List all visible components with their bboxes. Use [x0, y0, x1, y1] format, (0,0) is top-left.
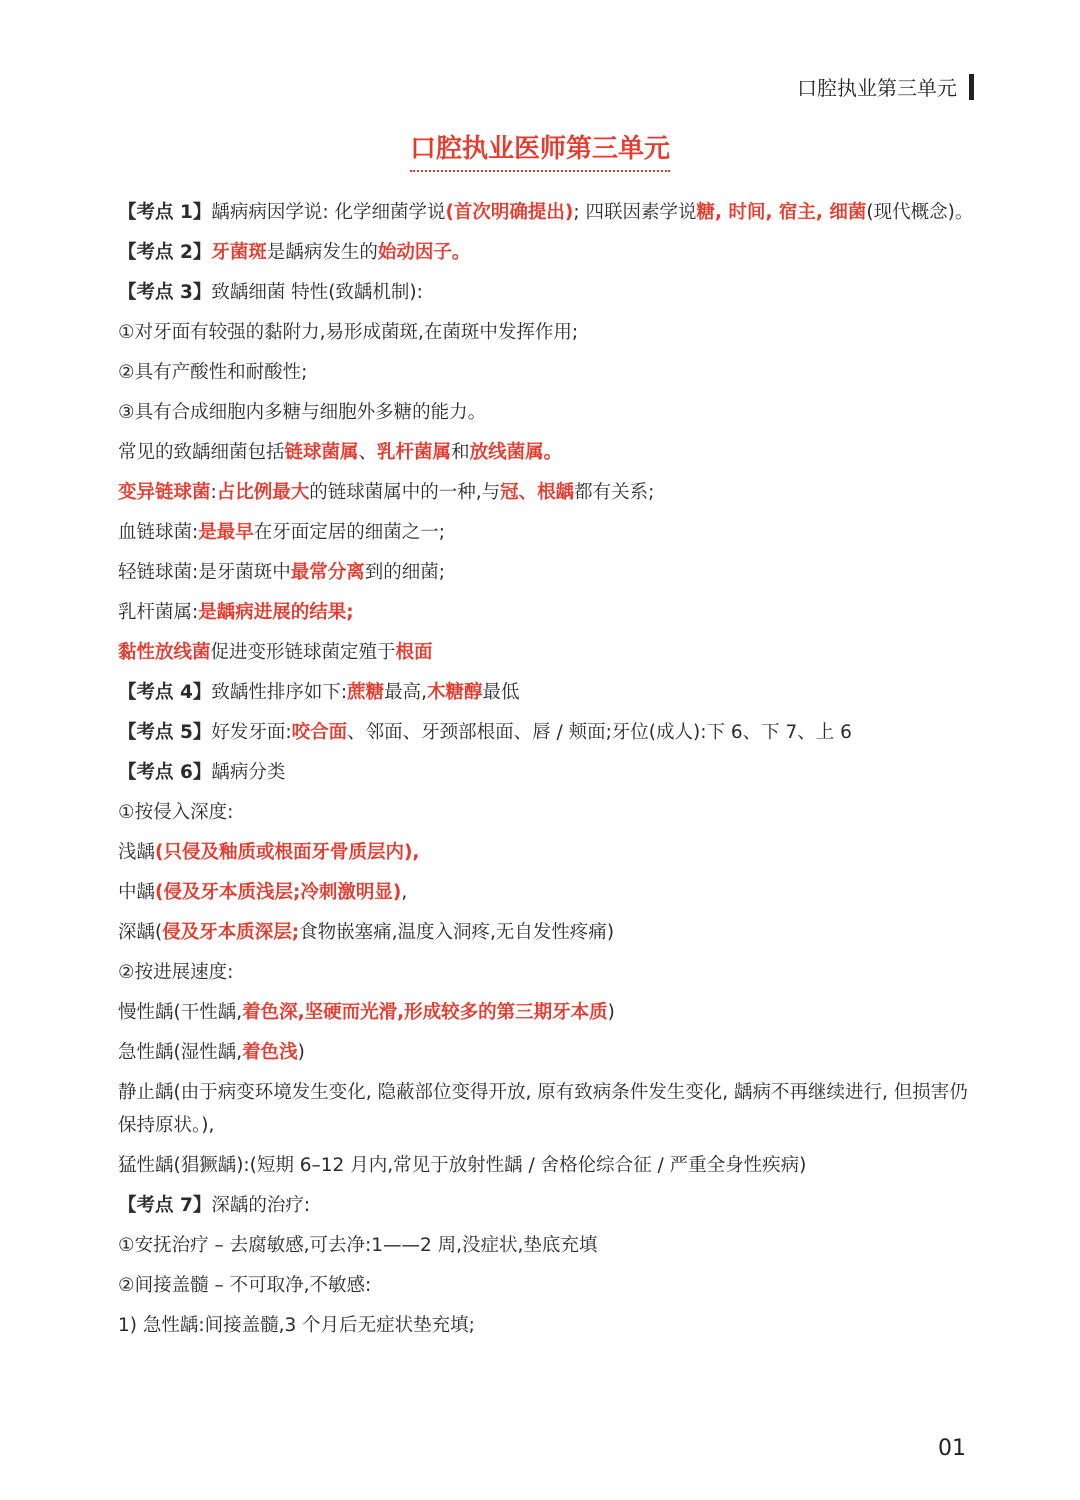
text-line: [118, 756, 974, 789]
body-text: ②按进展速度:: [118, 962, 234, 983]
text-line: [118, 1036, 974, 1069]
body-text: 都有关系;: [574, 482, 655, 503]
highlight-text: 放线菌属。: [469, 442, 563, 463]
highlight-text: 是龋病进展的结果;: [198, 602, 354, 623]
highlight-text: 冠、根龋: [500, 482, 575, 503]
highlight-text: (侵及牙本质浅层;冷刺激明显): [155, 882, 402, 903]
text-line: [118, 796, 974, 829]
body-text: 促进变形链球菌定殖于: [210, 642, 396, 663]
body-text: 血链球菌:: [118, 522, 199, 543]
body-text: 、: [358, 442, 378, 463]
body-text: 深龋的治疗:: [211, 1195, 311, 1216]
text-line: [118, 476, 974, 509]
running-header: [797, 72, 974, 101]
text-line: [118, 1269, 974, 1302]
text-line: [118, 196, 974, 229]
body-text: (现代概念)。: [866, 202, 974, 223]
exam-point-label: 【考点 7】: [118, 1195, 212, 1216]
body-text: ): [297, 1042, 305, 1063]
body-text: 静止龋(由于病变环境发生变化, 隐蔽部位变得开放, 原有致病条件发生变化, 龋病不再继续进行, 但损害仍保持原状。),: [118, 1082, 968, 1136]
highlight-text: 着色深,坚硬而光滑,形成较多的第三期牙本质: [242, 1002, 608, 1023]
text-line: [118, 436, 974, 469]
body-text: 急性龋(湿性龋,: [118, 1042, 243, 1063]
text-line: [118, 996, 974, 1029]
body-text: ,: [401, 882, 408, 903]
text-line: [118, 956, 974, 989]
highlight-text: 变异链球菌: [118, 482, 211, 503]
body-text: 中龋: [118, 882, 156, 903]
body-text: 最高,: [384, 682, 427, 703]
header-bar-icon: [969, 74, 974, 100]
text-line: [118, 1149, 974, 1182]
body-text: :: [210, 482, 217, 503]
body-text: 致龋性排序如下:: [211, 682, 348, 703]
text-line: [118, 1076, 974, 1142]
body-text: ①按侵入深度:: [118, 802, 234, 823]
exam-point-label: 【考点 3】: [118, 282, 212, 303]
highlight-text: 木糖醇: [426, 682, 483, 703]
body-text: 在牙面定居的细菌之一;: [253, 522, 445, 543]
exam-point-label: 【考点 4】: [118, 682, 212, 703]
body-text: 乳杆菌属:: [118, 602, 199, 623]
text-line: [118, 676, 974, 709]
body-text: 浅龋: [118, 842, 156, 863]
text-line: [118, 316, 974, 349]
text-line: [118, 516, 974, 549]
body-text: ②间接盖髓 – 不可取净,不敏感:: [118, 1275, 372, 1296]
text-line: [118, 396, 974, 429]
highlight-text: 蔗糖: [347, 682, 385, 703]
body-text: ②具有产酸性和耐酸性;: [118, 362, 308, 383]
text-line: [118, 836, 974, 869]
highlight-text: 乳杆菌属: [377, 442, 452, 463]
highlight-text: (只侵及釉质或根面牙骨质层内),: [155, 842, 420, 863]
page-title-text: 口腔执业医师第三单元: [410, 134, 670, 172]
body-text: 致龋细菌 特性(致龋机制):: [211, 282, 423, 303]
text-line: [118, 876, 974, 909]
text-line: [118, 1309, 974, 1342]
body-text: ; 四联因素学说: [573, 202, 697, 223]
body-text: 猛性龋(猖獗龋):(短期 6–12 月内,常见于放射性龋 / 舍格伦综合征 / 严重全身性疾病): [118, 1155, 807, 1176]
highlight-text: 是最早: [198, 522, 254, 543]
highlight-text: 最常分离: [290, 562, 365, 583]
body-text: ①对牙面有较强的黏附力,易形成菌斑,在菌斑中发挥作用;: [118, 322, 579, 343]
running-title: 口腔执业第三单元: [797, 76, 957, 100]
text-line: [118, 1189, 974, 1222]
text-line: [118, 276, 974, 309]
highlight-text: 着色浅: [242, 1042, 298, 1063]
body-text: 轻链球菌:是牙菌斑中: [118, 562, 291, 583]
body-text: ③具有合成细胞内多糖与细胞外多糖的能力。: [118, 402, 487, 423]
highlight-text: 链球菌属: [284, 442, 359, 463]
body-text: 到的细菌;: [364, 562, 445, 583]
document-body: [118, 196, 974, 1349]
exam-point-label: 【考点 6】: [118, 762, 212, 783]
text-line: [118, 716, 974, 749]
text-line: [118, 636, 974, 669]
page-number: 01: [938, 1436, 966, 1461]
body-text: 最低: [482, 682, 520, 703]
body-text: ①安抚治疗 – 去腐敏感,可去净:1——2 周,没症状,垫底充填: [118, 1235, 598, 1256]
highlight-text: 咬合面: [291, 722, 348, 743]
page-title: [0, 128, 1080, 165]
text-line: [118, 1229, 974, 1262]
text-line: [118, 916, 974, 949]
highlight-text: 牙菌斑: [211, 242, 267, 263]
body-text: 龋病分类: [211, 762, 286, 783]
body-text: 、邻面、牙颈部根面、唇 / 颊面;牙位(成人):下 6、下 7、上 6: [347, 722, 852, 743]
body-text: 常见的致龋细菌包括: [118, 442, 285, 463]
highlight-text: 根面: [395, 642, 433, 663]
body-text: ): [607, 1002, 615, 1023]
body-text: 慢性龋(干性龋,: [118, 1002, 243, 1023]
body-text: 好发牙面:: [211, 722, 292, 743]
body-text: 深龋(: [118, 922, 163, 943]
highlight-text: 黏性放线菌: [118, 642, 211, 663]
text-line: [118, 556, 974, 589]
highlight-text: 占比例最大: [216, 482, 310, 503]
highlight-text: 糖, 时间, 宿主, 细菌: [696, 202, 867, 223]
body-text: 是龋病发生的: [266, 242, 378, 263]
highlight-text: 始动因子。: [377, 242, 471, 263]
text-line: [118, 596, 974, 629]
exam-point-label: 【考点 2】: [118, 242, 212, 263]
body-text: 的链球菌属中的一种,与: [309, 482, 501, 503]
exam-point-label: 【考点 1】: [118, 202, 212, 223]
body-text: 和: [451, 442, 470, 463]
body-text: 龋病病因学说: 化学细菌学说: [211, 202, 446, 223]
body-text: 1) 急性龋:间接盖髓,3 个月后无症状垫充填;: [118, 1315, 475, 1336]
exam-point-label: 【考点 5】: [118, 722, 212, 743]
body-text: 食物嵌塞痛,温度入洞疼,无自发性疼痛): [299, 922, 615, 943]
text-line: [118, 236, 974, 269]
text-line: [118, 356, 974, 389]
highlight-text: (首次明确提出): [445, 202, 574, 223]
highlight-text: 侵及牙本质深层;: [162, 922, 300, 943]
